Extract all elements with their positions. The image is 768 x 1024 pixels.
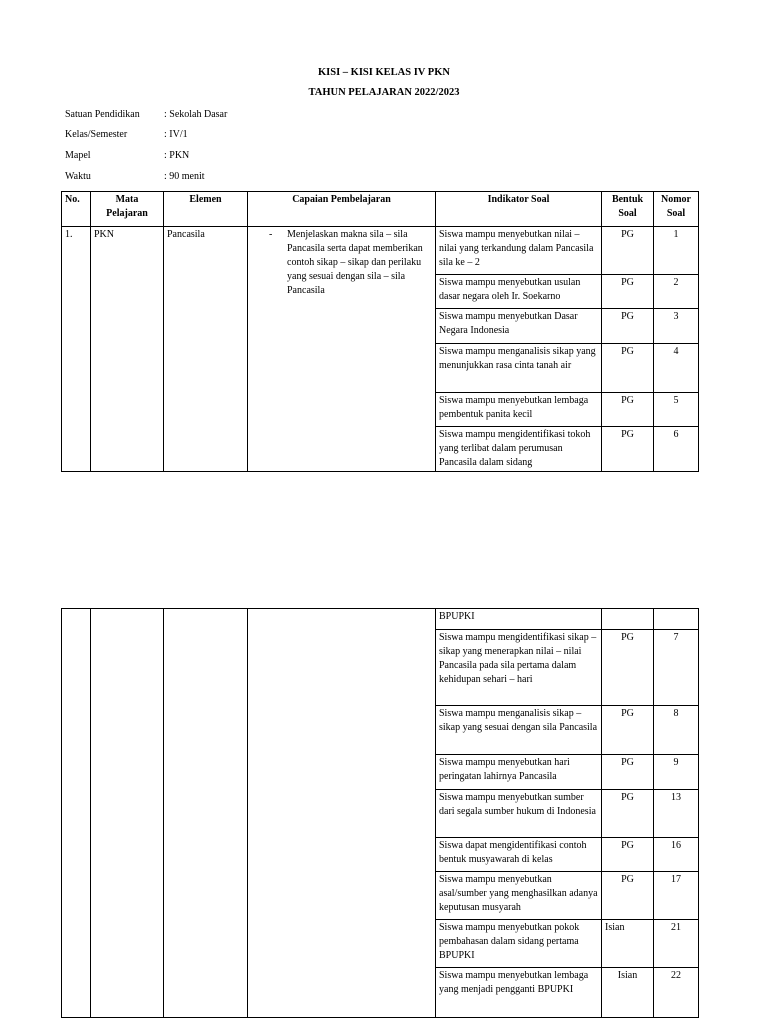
cell-mata-empty — [91, 609, 164, 1018]
cell-indikator: Siswa mampu menyebutkan lembaga yang menjadi pengganti BPUPKI — [436, 968, 602, 1018]
meta-label-satuan: Satuan Pendidikan — [65, 109, 140, 120]
cell-nomor: 7 — [654, 630, 699, 706]
cell-indikator: Siswa mampu mengidentifikasi sikap – sikap yang menerapkan nilai – nilai Pancasila pada sila pertama dalam kehidupan sehari – hari — [436, 630, 602, 706]
document-title: KISI – KISI KELAS IV PKN — [318, 67, 450, 78]
cell-bentuk: PG — [602, 706, 654, 755]
cell-bentuk: PG — [602, 393, 654, 427]
cell-bentuk: PG — [602, 427, 654, 472]
header-bentuk-soal: Bentuk Soal — [602, 192, 654, 227]
capaian-text: Menjelaskan makna sila – sila Pancasila serta dapat memberikan contoh sikap – sikap dan perilaku yang sesuai dengan sila – sila Pancasila — [287, 229, 423, 296]
cell-no: 1. — [62, 227, 91, 472]
meta-label-mapel: Mapel — [65, 150, 91, 161]
cell-bentuk: PG — [602, 344, 654, 393]
table-row — [62, 227, 699, 275]
header-capaian: Capaian Pembelajaran — [248, 192, 436, 227]
cell-capaian — [248, 227, 436, 472]
cell-bentuk: PG — [602, 838, 654, 872]
cell-indikator: Siswa mampu mengidentifikasi tokoh yang terlibat dalam perumusan Pancasila dalam sidang — [436, 427, 602, 472]
cell-bentuk: PG — [602, 630, 654, 706]
cell-bentuk: Isian — [602, 968, 654, 1018]
kisi-table-page2 — [61, 608, 699, 1018]
cell-nomor-empty — [654, 609, 699, 630]
cell-indikator: Siswa mampu menyebutkan sumber dari segala sumber hukum di Indonesia — [436, 790, 602, 838]
cell-capaian-empty — [248, 609, 436, 1018]
cell-nomor: 4 — [654, 344, 699, 393]
cell-bentuk: PG — [602, 227, 654, 275]
cell-nomor: 17 — [654, 872, 699, 920]
capaian-bullet: - — [269, 229, 273, 240]
cell-indikator: Siswa mampu menyebutkan pokok pembahasan dalam sidang pertama BPUPKI — [436, 920, 602, 968]
cell-bentuk: PG — [602, 872, 654, 920]
cell-nomor: 16 — [654, 838, 699, 872]
meta-value-waktu: : 90 menit — [164, 171, 205, 182]
cell-indikator: Siswa mampu menyebutkan nilai – nilai yang terkandung dalam Pancasila sila ke – 2 — [436, 227, 602, 275]
kisi-table-page1 — [61, 191, 699, 472]
cell-bentuk: PG — [602, 309, 654, 344]
cell-indikator: Siswa mampu menganalisis sikap yang menunjukkan rasa cinta tanah air — [436, 344, 602, 393]
cell-nomor: 9 — [654, 755, 699, 790]
cell-no-empty — [62, 609, 91, 1018]
header-indikator: Indikator Soal — [436, 192, 602, 227]
cell-elemen-empty — [164, 609, 248, 1018]
cell-bentuk-empty — [602, 609, 654, 630]
cell-nomor: 13 — [654, 790, 699, 838]
cell-nomor: 22 — [654, 968, 699, 1018]
cell-bentuk: PG — [602, 275, 654, 309]
cell-bentuk: PG — [602, 790, 654, 838]
document-subtitle: TAHUN PELAJARAN 2022/2023 — [308, 87, 460, 98]
cell-nomor: 8 — [654, 706, 699, 755]
cell-bentuk: Isian — [602, 920, 654, 968]
cell-nomor: 2 — [654, 275, 699, 309]
meta-value-kelas: : IV/1 — [164, 129, 188, 140]
cell-indikator: Siswa dapat mengidentifikasi contoh bentuk musyawarah di kelas — [436, 838, 602, 872]
cell-mata-pelajaran: PKN — [91, 227, 164, 472]
cell-elemen: Pancasila — [164, 227, 248, 472]
meta-value-satuan: : Sekolah Dasar — [164, 109, 228, 120]
header-mata-pelajaran: Mata Pelajaran — [91, 192, 164, 227]
table-header-row — [62, 192, 699, 227]
cell-indikator: Siswa mampu menyebutkan asal/sumber yang menghasilkan adanya keputusan musyarah — [436, 872, 602, 920]
cell-indikator: Siswa mampu menyebutkan Dasar Negara Indonesia — [436, 309, 602, 344]
header-no: No. — [62, 192, 91, 227]
cell-bentuk: PG — [602, 755, 654, 790]
cell-indikator: Siswa mampu menyebutkan hari peringatan lahirnya Pancasila — [436, 755, 602, 790]
cell-indikator: BPUPKI — [436, 609, 602, 630]
cell-indikator: Siswa mampu menyebutkan usulan dasar negara oleh Ir. Soekarno — [436, 275, 602, 309]
meta-label-waktu: Waktu — [65, 171, 91, 182]
header-nomor-soal: Nomor Soal — [654, 192, 699, 227]
cell-nomor: 6 — [654, 427, 699, 472]
cell-indikator: Siswa mampu menyebutkan lembaga pembentuk panita kecil — [436, 393, 602, 427]
cell-nomor: 1 — [654, 227, 699, 275]
cell-nomor: 3 — [654, 309, 699, 344]
header-elemen: Elemen — [164, 192, 248, 227]
cell-nomor: 21 — [654, 920, 699, 968]
meta-value-mapel: : PKN — [164, 150, 190, 161]
meta-label-kelas: Kelas/Semester — [65, 129, 128, 140]
cell-nomor: 5 — [654, 393, 699, 427]
cell-indikator: Siswa mampu menganalisis sikap – sikap yang sesuai dengan sila Pancasila — [436, 706, 602, 755]
table-row — [62, 609, 699, 630]
